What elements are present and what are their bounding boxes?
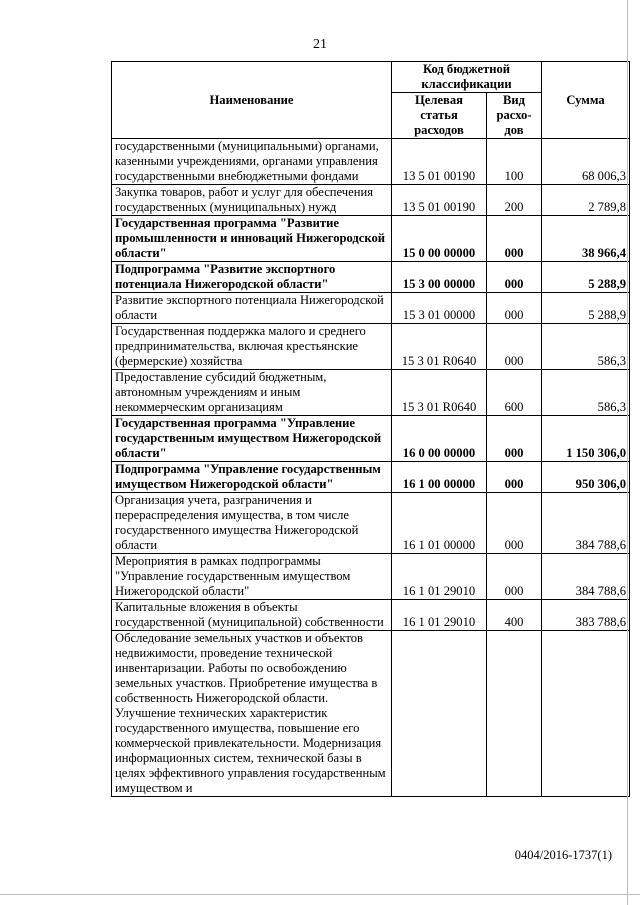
row-sum: 586,3 xyxy=(542,370,630,416)
row-name: Закупка товаров, работ и услуг для обеспечения государственных (муниципальных) нужд xyxy=(112,185,392,216)
table-row xyxy=(112,293,630,324)
table-row xyxy=(112,139,630,185)
table-body xyxy=(112,139,630,797)
row-name: Государственная программа "Развитие промышленности и инноваций Нижегородской области" xyxy=(112,216,392,262)
row-name: Капитальные вложения в объекты государственной (муниципальной) собственности xyxy=(112,600,392,631)
table-row xyxy=(112,324,630,370)
table-row xyxy=(112,631,630,797)
row-sum: 2 789,8 xyxy=(542,185,630,216)
row-name: Обследование земельных участков и объектов недвижимости, проведение технической инвентаризации. Работы по освобождению земельных участков. Приобретение имущества в собственность Нижегородской области. Улучшение технических характеристик государственного имущества, повышение его коммерческой привлекательности. Модернизация информационных систем, технической базы в целях эффективного управления государственным имуществом и xyxy=(112,631,392,797)
table-row xyxy=(112,262,630,293)
row-name: Подпрограмма "Развитие экспортного потенциала Нижегородской области" xyxy=(112,262,392,293)
row-target-code: 13 5 01 00190 xyxy=(392,185,487,216)
row-sum: 586,3 xyxy=(542,324,630,370)
row-target-code: 16 0 00 00000 xyxy=(392,416,487,462)
row-target-code: 16 1 01 29010 xyxy=(392,554,487,600)
table-row xyxy=(112,370,630,416)
row-sum: 383 788,6 xyxy=(542,600,630,631)
row-sum: 68 006,3 xyxy=(542,139,630,185)
row-target-code: 15 3 01 R0640 xyxy=(392,370,487,416)
row-name: Государственная поддержка малого и среднего предпринимательства, включая крестьянские (фермерские) хозяйства xyxy=(112,324,392,370)
table-row xyxy=(112,600,630,631)
header-kind: Вид расхо-дов xyxy=(487,93,542,139)
scan-edge-line xyxy=(627,0,628,905)
table-row xyxy=(112,554,630,600)
row-name: Организация учета, разграничения и перераспределения имущества, в том числе государственного имущества Нижегородской области xyxy=(112,493,392,554)
row-expense-kind xyxy=(487,631,542,797)
row-expense-kind: 000 xyxy=(487,262,542,293)
scan-bottom-line xyxy=(0,894,640,895)
row-sum: 1 150 306,0 xyxy=(542,416,630,462)
row-name: Подпрограмма "Управление государственным имуществом Нижегородской области" xyxy=(112,462,392,493)
row-target-code: 15 3 01 R0640 xyxy=(392,324,487,370)
row-expense-kind: 200 xyxy=(487,185,542,216)
header-sum: Сумма xyxy=(542,62,630,139)
budget-table xyxy=(111,61,630,797)
row-name: Государственная программа "Управление государственным имуществом Нижегородской области" xyxy=(112,416,392,462)
row-expense-kind: 000 xyxy=(487,554,542,600)
row-expense-kind: 400 xyxy=(487,600,542,631)
header-name: Наименование xyxy=(112,62,392,139)
row-sum: 38 966,4 xyxy=(542,216,630,262)
row-name: Развитие экспортного потенциала Нижегородской области xyxy=(112,293,392,324)
document-code: 0404/2016-1737(1) xyxy=(514,848,612,862)
row-sum xyxy=(542,631,630,797)
row-target-code xyxy=(392,631,487,797)
row-sum: 950 306,0 xyxy=(542,462,630,493)
row-target-code: 16 1 01 29010 xyxy=(392,600,487,631)
row-expense-kind: 000 xyxy=(487,216,542,262)
row-target-code: 15 3 01 00000 xyxy=(392,293,487,324)
row-expense-kind: 000 xyxy=(487,293,542,324)
header-target: Целевая статья расходов xyxy=(392,93,487,139)
header-code-group: Код бюджетной классификации xyxy=(392,62,542,93)
row-expense-kind: 100 xyxy=(487,139,542,185)
row-target-code: 13 5 01 00190 xyxy=(392,139,487,185)
row-expense-kind: 000 xyxy=(487,416,542,462)
table-row xyxy=(112,216,630,262)
row-target-code: 15 3 00 00000 xyxy=(392,262,487,293)
row-target-code: 15 0 00 00000 xyxy=(392,216,487,262)
row-expense-kind: 000 xyxy=(487,493,542,554)
row-expense-kind: 600 xyxy=(487,370,542,416)
row-name: Мероприятия в рамках подпрограммы "Управление государственным имуществом Нижегородской области" xyxy=(112,554,392,600)
table-row xyxy=(112,462,630,493)
table-row xyxy=(112,493,630,554)
row-name: Предоставление субсидий бюджетным, автономным учреждениям и иным некоммерческим организациям xyxy=(112,370,392,416)
row-target-code: 16 1 01 00000 xyxy=(392,493,487,554)
row-target-code: 16 1 00 00000 xyxy=(392,462,487,493)
row-sum: 384 788,6 xyxy=(542,493,630,554)
row-expense-kind: 000 xyxy=(487,324,542,370)
row-name: государственными (муниципальными) органами, казенными учреждениями, органами управления государственными внебюджетными фондами xyxy=(112,139,392,185)
page-number: 21 xyxy=(313,37,327,52)
table-row xyxy=(112,185,630,216)
table-row xyxy=(112,416,630,462)
row-sum: 384 788,6 xyxy=(542,554,630,600)
row-sum: 5 288,9 xyxy=(542,262,630,293)
row-expense-kind: 000 xyxy=(487,462,542,493)
row-sum: 5 288,9 xyxy=(542,293,630,324)
